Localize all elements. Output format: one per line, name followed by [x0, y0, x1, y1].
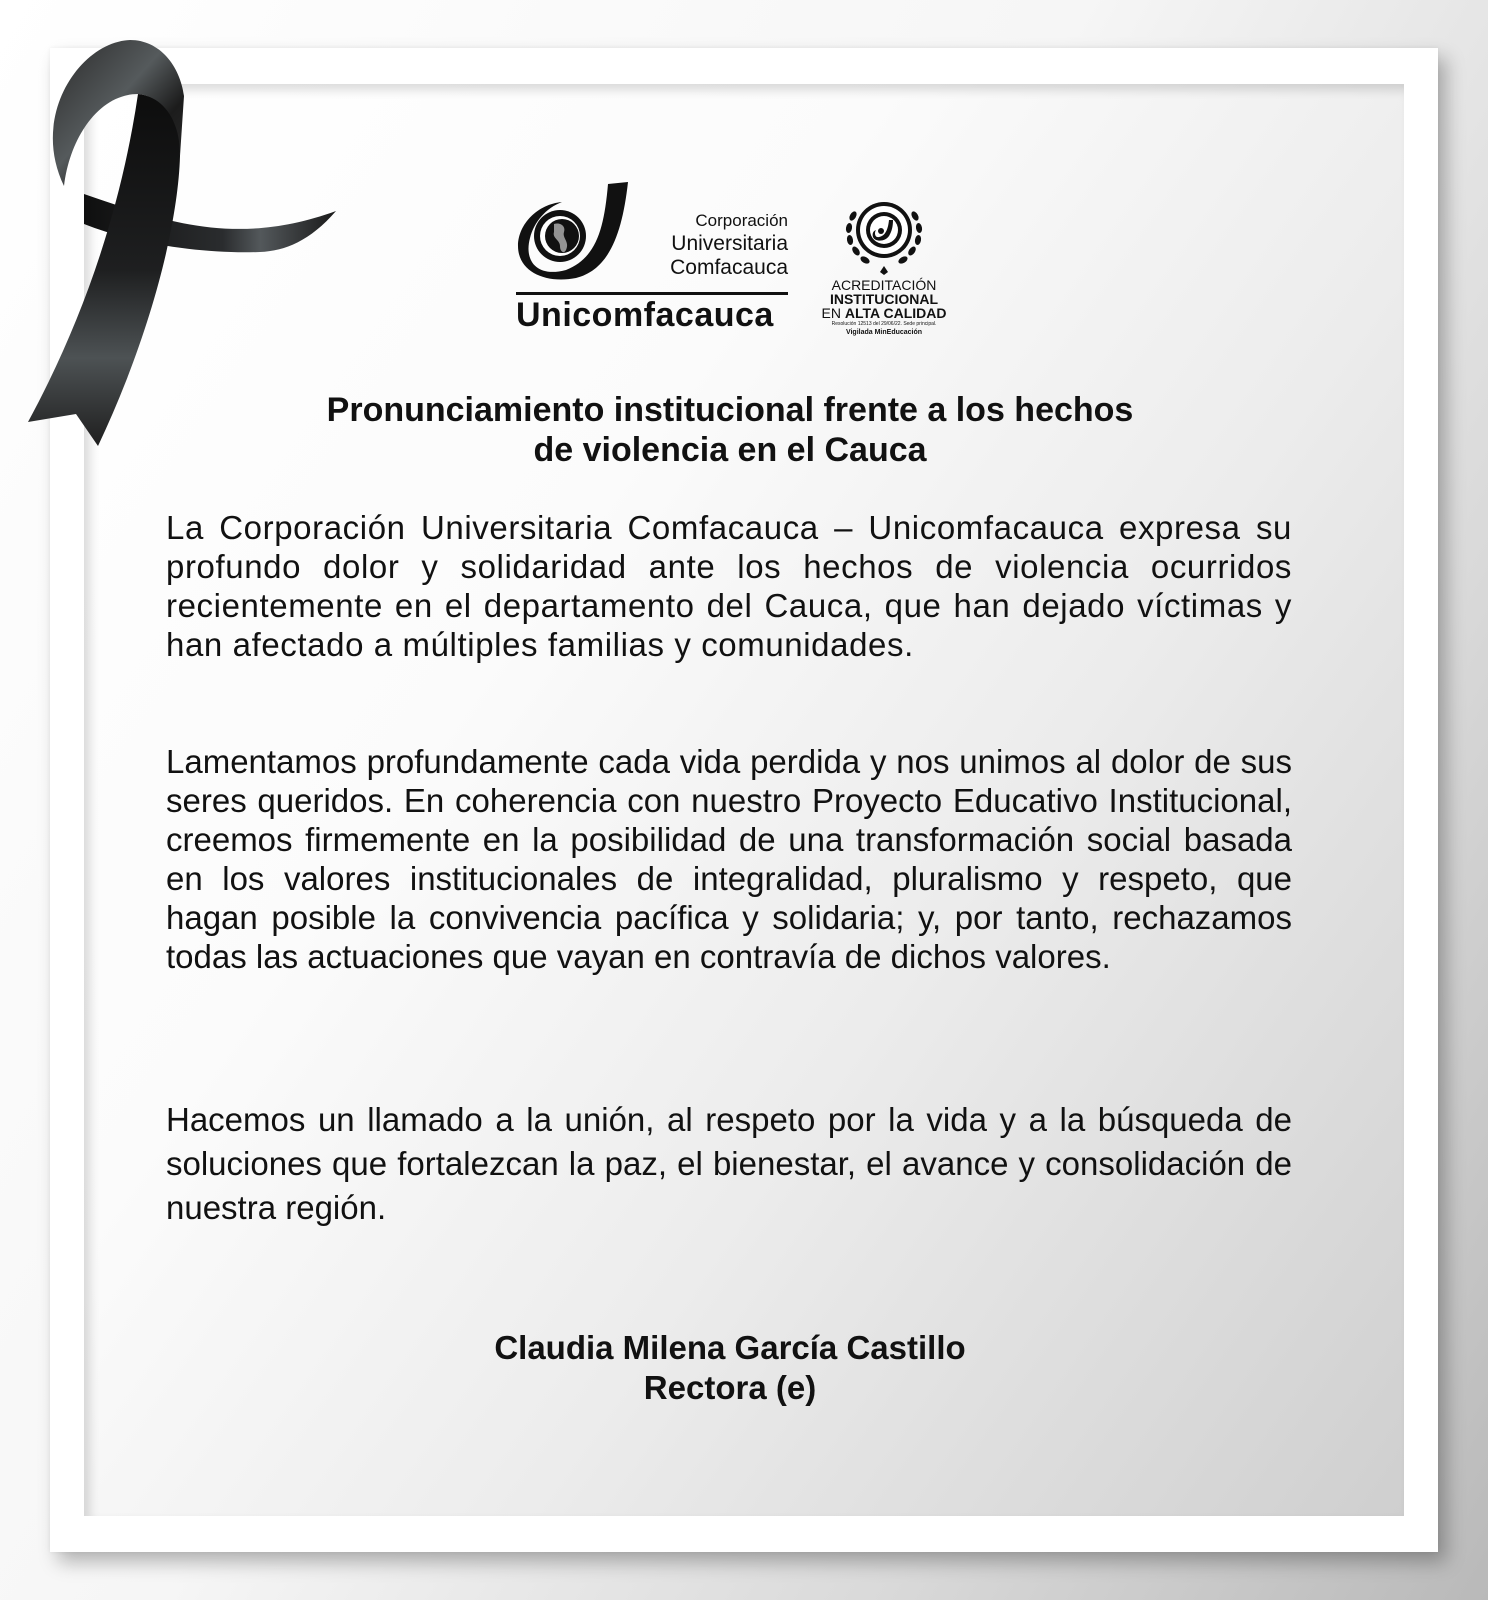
paragraph-2: Lamentamos profundamente cada vida perdida y nos unimos al dolor de sus seres queridos. En coherencia con nuestro Proyecto Educativo Institucional, creemos firmemente en la posibilidad de una transformación social basada en los valores institucionales de integralidad, pluralismo y respeto, que hagan posible la convivencia pacífica y solidaria; y, por tanto, rechazamos todas las actuaciones que vayan en contravía de dichos valores. — [166, 743, 1292, 975]
paragraph-1: La Corporación Universitaria Comfacauca – Unicomfacauca expresa su profundo dolor y solidaridad ante los hechos de violencia ocurridos recientemente en el departamento del Cauca, que han dejado víctimas y han afectado a múltiples familias y comunidades. — [166, 509, 1292, 663]
logo-wordmark: Unicomfacauca — [516, 296, 774, 334]
globe-swoosh-logo-icon — [516, 180, 636, 290]
signature-block — [360, 1328, 1100, 1408]
logo-divider — [516, 292, 788, 295]
accreditation-badge — [814, 186, 954, 336]
black-mourning-ribbon-icon — [20, 36, 350, 456]
laurel-seal-icon — [839, 186, 929, 276]
institution-logo-block — [516, 180, 966, 340]
signature-role: Rectora (e) — [643, 1369, 817, 1406]
logo-line-universitaria: Universitaria — [671, 232, 788, 255]
accreditation-resolution: Resolución 12513 del 29/06/22. Sede principal. — [831, 321, 937, 327]
logo-line-comfacauca: Comfacauca — [670, 256, 788, 279]
title-line-2: de violencia en el Cauca — [533, 431, 927, 469]
accreditation-line2: INSTITUCIONAL — [829, 291, 939, 307]
accreditation-line3 — [814, 306, 954, 320]
title-line-1: Pronunciamiento institucional frente a los hechos — [326, 391, 1134, 429]
unicomfacauca-logo — [516, 180, 788, 340]
accreditation-vigilada: Vigilada MinEducación — [845, 329, 923, 336]
accreditation-line3-prefix: EN — [821, 305, 841, 321]
logo-institution-name — [670, 210, 788, 280]
accreditation-line3-bold: ALTA CALIDAD — [844, 305, 947, 321]
accreditation-line1: ACREDITACIÓN — [831, 277, 937, 293]
signature-name: Claudia Milena García Castillo — [494, 1329, 966, 1366]
paragraph-3: Hacemos un llamado a la unión, al respeto por la vida y a la búsqueda de soluciones que fortalezcan la paz, el bienestar, el avance y consolidación de nuestra región. — [166, 1101, 1292, 1226]
logo-line-corporacion: Corporación — [695, 211, 788, 230]
